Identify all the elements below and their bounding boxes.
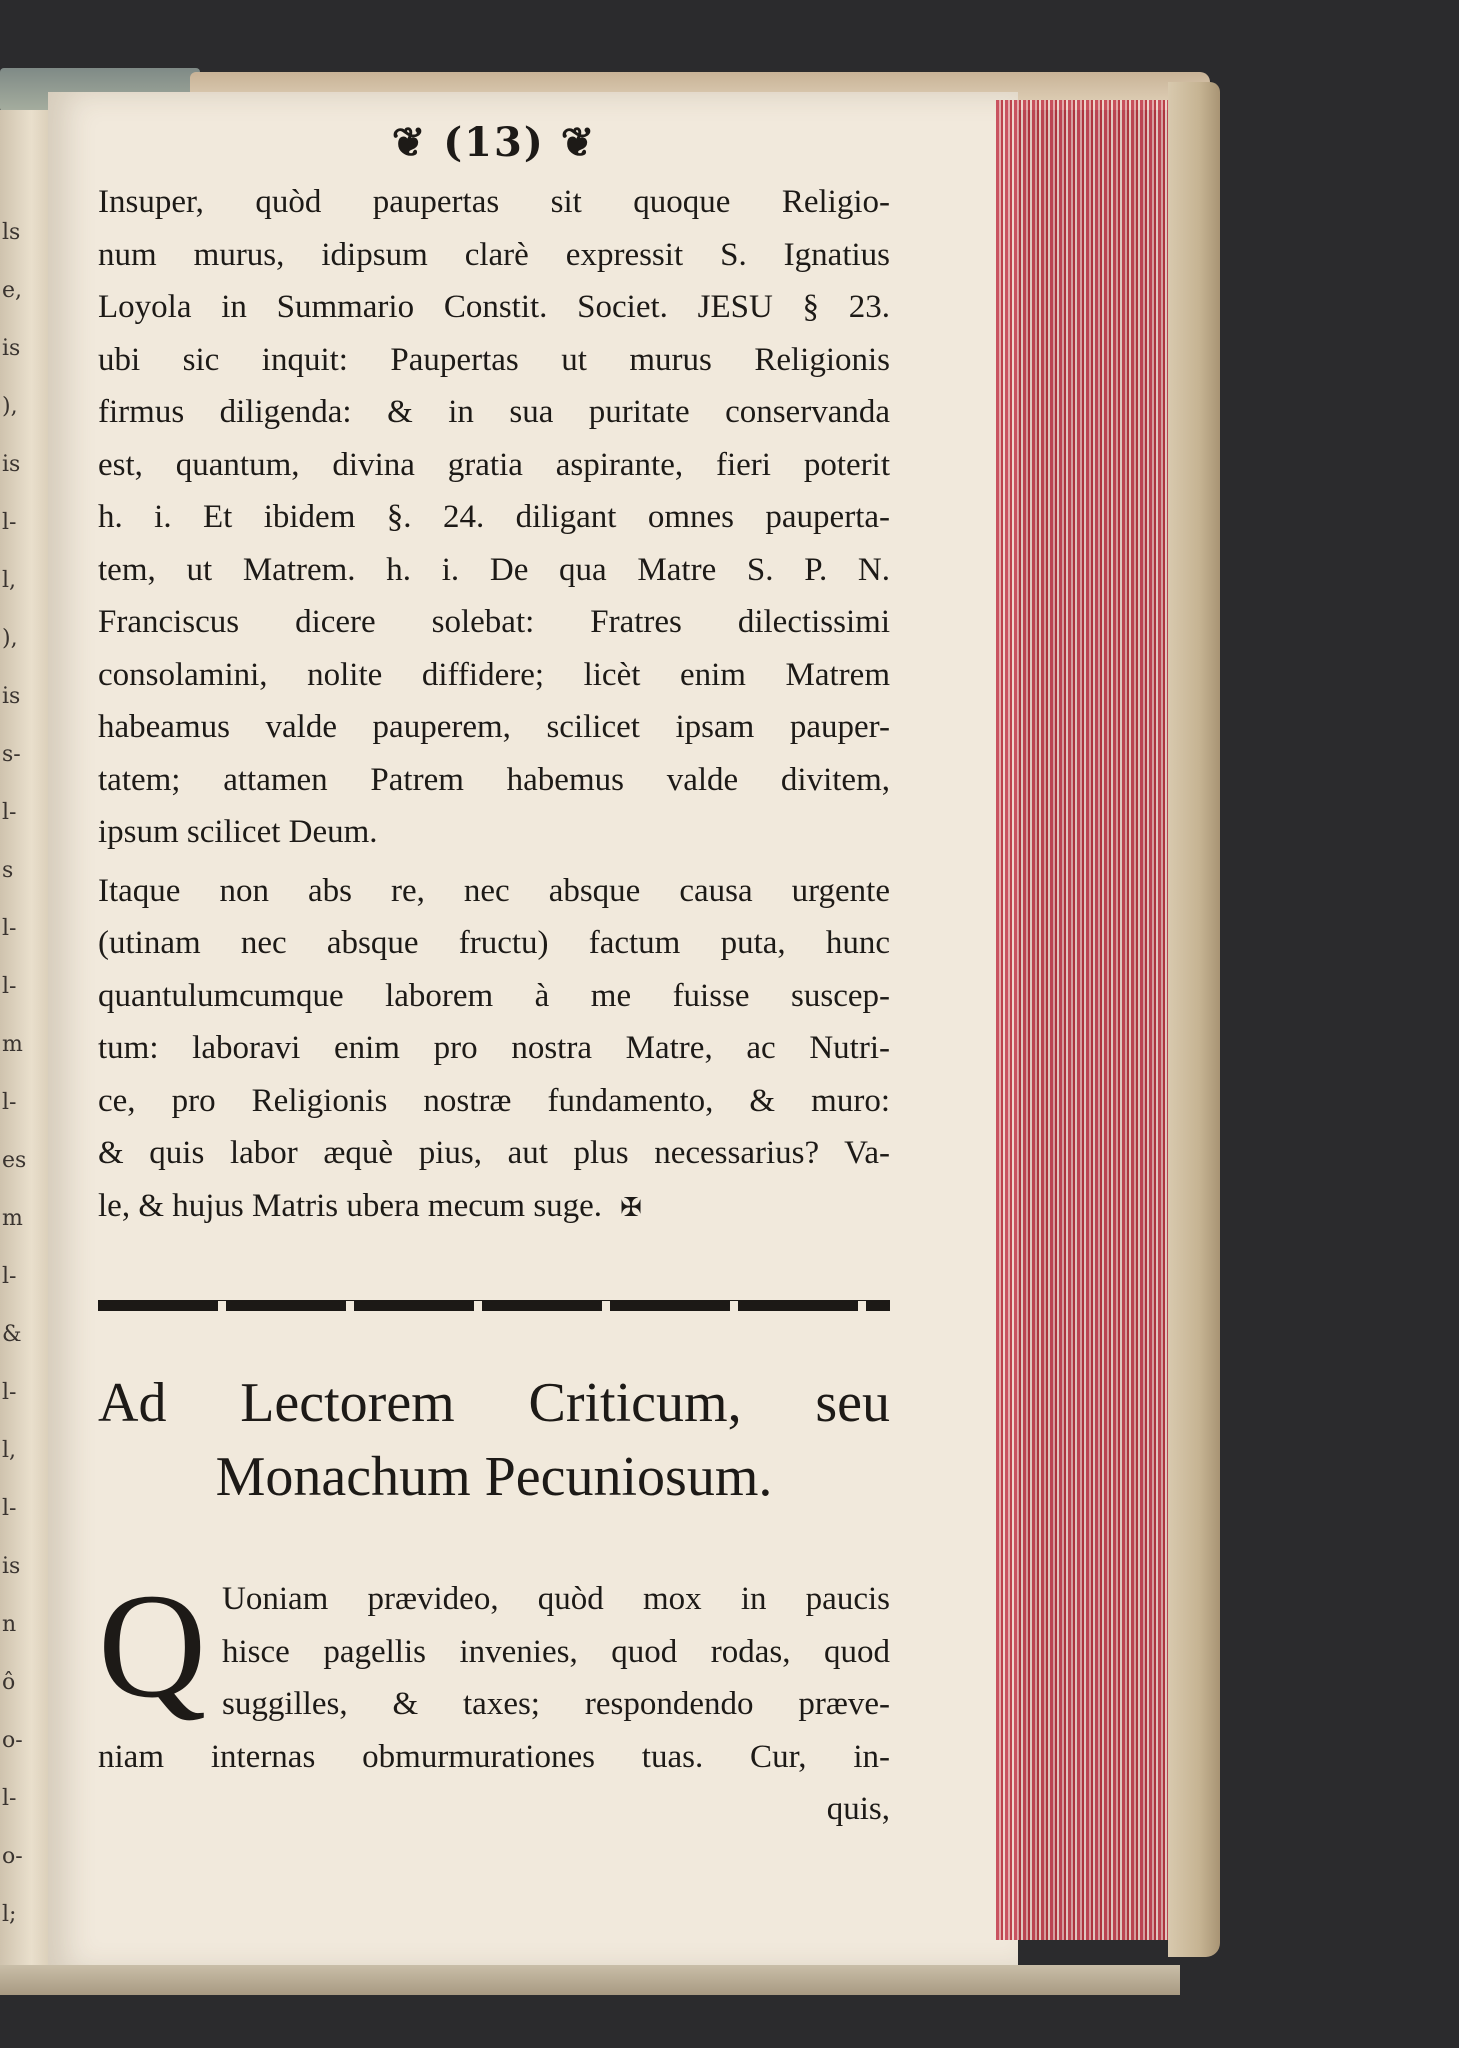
paragraph-1 — [98, 176, 890, 859]
page-number: (13) — [443, 119, 545, 166]
margin-fragment: l- — [2, 974, 17, 999]
text-line: tatem; attamen Patrem habemus valde divitem, — [98, 761, 890, 798]
margin-fragment: ô — [2, 1670, 16, 1695]
text-line: tem, ut Matrem. h. i. De qua Matre S. P. N. — [98, 551, 890, 588]
text-line: ubi sic inquit: Paupertas ut murus Religionis — [98, 341, 890, 378]
text-block — [98, 118, 890, 1835]
bottom-edge — [0, 1965, 1180, 1995]
margin-fragment: o- — [2, 1728, 23, 1753]
margin-fragment: o- — [2, 1844, 23, 1869]
margin-fragment: l- — [2, 1380, 17, 1405]
margin-fragment: n — [2, 1612, 17, 1637]
text-line: firmus diligenda: & in sua puritate conservanda — [98, 394, 890, 430]
margin-fragment: is — [2, 684, 21, 709]
margin-fragment: is — [2, 452, 21, 477]
text-line: ce, pro Religionis nostræ fundamento, & muro: — [98, 1082, 890, 1119]
text-line: h. i. Et ibidem §. 24. diligant omnes paupertа- — [98, 499, 890, 535]
margin-fragment: m — [2, 1032, 23, 1057]
margin-fragment: m — [2, 1206, 23, 1231]
intro-lines — [98, 1563, 890, 1783]
margin-fragment: l, — [2, 568, 17, 593]
text-line: Franciscus dicere solebat: Fratres dilectissimi — [98, 604, 890, 640]
text-line: tum: laboravi enim pro nostra Matre, ac Nutri- — [98, 1030, 890, 1066]
margin-fragment: l- — [2, 510, 17, 535]
margin-fragment: e, — [2, 278, 23, 303]
margin-fragment: l- — [2, 1496, 17, 1521]
drop-cap: Q — [98, 1563, 207, 1729]
left-margin-fragments — [0, 110, 52, 1970]
section-heading-line-2: Monachum Pecuniosum. — [215, 1446, 773, 1508]
margin-fragment: l- — [2, 800, 17, 825]
margin-fragment: s — [2, 858, 14, 883]
text-line: & quis labor æquè pius, aut plus necessarius? Va- — [98, 1135, 890, 1171]
text-line: Loyola in Summario Constit. Societ. JESU § 23. — [98, 289, 890, 325]
text-line: hisce pagellis invenies, quod rodas, quod — [222, 1633, 890, 1670]
cover-edge — [1168, 82, 1220, 1957]
margin-fragment: s- — [2, 742, 21, 767]
margin-fragment: l- — [2, 1090, 17, 1115]
text-line: quantulumcumque laborem à me fuisse suscep- — [98, 977, 890, 1014]
text-line: suggilles, & taxes; respondendo præve- — [222, 1686, 890, 1722]
margin-fragment: is — [2, 336, 21, 361]
section-heading-line-1: Ad Lectorem Criticum, seu — [98, 1372, 890, 1434]
text-line: est, quantum, divina gratia aspirante, fieri poterit — [98, 446, 890, 483]
margin-fragment: ), — [2, 626, 18, 651]
cross-mark-icon: ✠ — [620, 1192, 642, 1222]
margin-fragment: ls — [2, 220, 21, 245]
ornament-left-icon: ❦ — [391, 119, 428, 166]
running-head — [98, 118, 890, 168]
text-line: habeamus valde pauperem, scilicet ipsam pauper- — [98, 709, 890, 745]
margin-fragment: l; — [2, 1902, 17, 1927]
text-line: consolamini, nolite diffidere; licèt enim Matrem — [98, 656, 890, 693]
margin-fragment: l- — [2, 1264, 17, 1289]
margin-fragment: ), — [2, 394, 18, 419]
text-line: le, & hujus Matris ubera mecum suge. ✠ — [98, 1187, 642, 1224]
text-line: Itaque non abs re, nec absque causa urgente — [98, 872, 890, 909]
left-page-edge — [0, 110, 54, 1970]
text-line: niam internas obmurmurationes tuas. Cur, in- — [98, 1738, 890, 1775]
text-line: Uoniam prævideo, quòd mox in paucis — [222, 1581, 890, 1617]
margin-fragment: l, — [2, 1438, 17, 1463]
section-rule — [98, 1300, 890, 1311]
margin-fragment: is — [2, 1554, 21, 1579]
margin-fragment: l- — [2, 1786, 17, 1811]
margin-fragment: l- — [2, 916, 17, 941]
text-line: ipsum scilicet Deum. — [98, 814, 378, 850]
red-fore-edge — [996, 100, 1172, 1940]
text-line: num murus, idipsum clarè expressit S. Ignatius — [98, 236, 890, 273]
ornament-right-icon: ❦ — [560, 119, 597, 166]
text-line: Insuper, quòd paupertas sit quoque Religio- — [98, 184, 890, 220]
margin-fragment: & — [2, 1322, 22, 1347]
margin-fragment: es — [2, 1148, 27, 1173]
text-line: (utinam nec absque fructu) factum puta, hunc — [98, 925, 890, 961]
catchword: quis, — [826, 1791, 890, 1827]
intro-paragraph — [98, 1563, 890, 1835]
paragraph-2 — [98, 865, 890, 1235]
